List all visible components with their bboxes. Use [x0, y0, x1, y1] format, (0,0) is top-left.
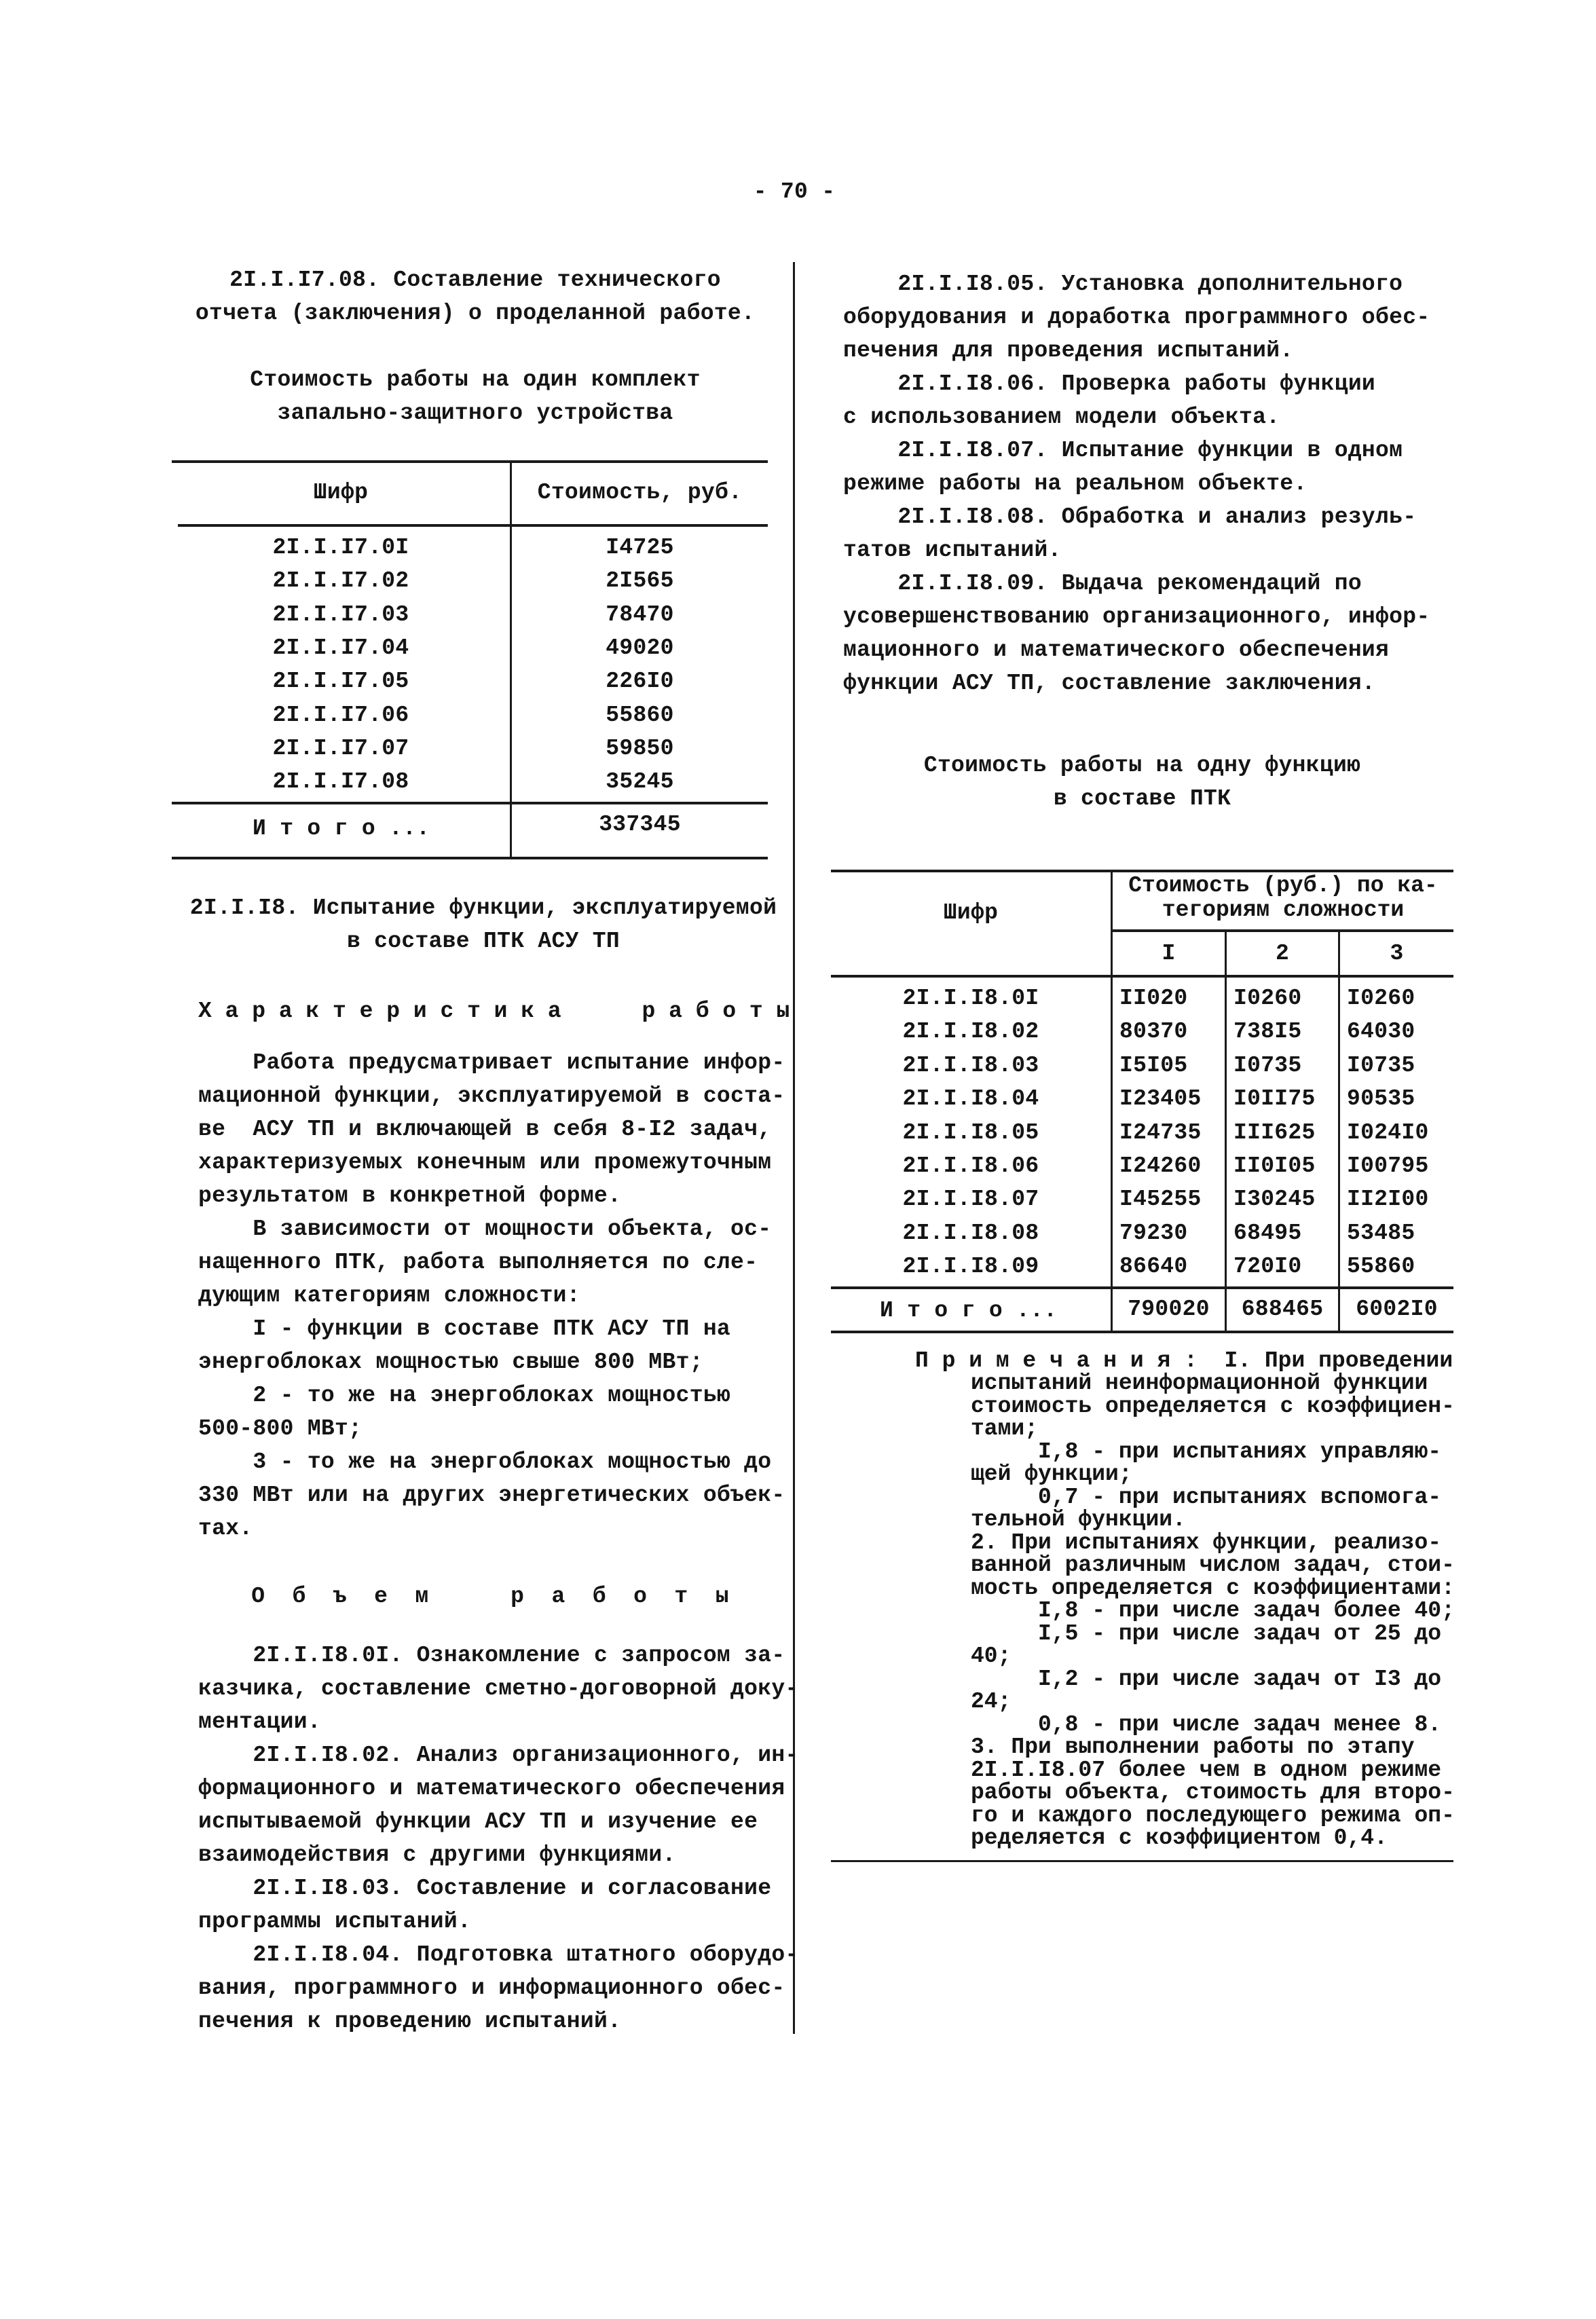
table2-cell-cat-2: 738I5 [1233, 1019, 1302, 1045]
table2-cell-cat-1: I45255 [1119, 1187, 1202, 1212]
table1-header-cost: Стоимость, руб. [537, 480, 743, 505]
table2-cell-cat-1: 79230 [1119, 1220, 1188, 1246]
table1-caption: Стоимость работы на один комплект запально-защитного устройства [250, 367, 701, 426]
table1-header-code: Шифр [313, 480, 369, 505]
table1-cell-code: 2I.I.I7.0I [272, 535, 409, 560]
table2-cell-cat-2: I0II75 [1233, 1086, 1316, 1112]
table2-cell-cat-3: I0735 [1347, 1052, 1415, 1078]
table2-cell-cat-1: II020 [1119, 986, 1188, 1011]
table2-header-group: Стоимость (руб.) по ка- тегориям сложности [1128, 873, 1438, 923]
table2-total-3: 6002I0 [1356, 1297, 1438, 1322]
table2-cell-code: 2I.I.I8.09 [902, 1254, 1039, 1280]
table1-cell-cost: 226I0 [606, 669, 674, 694]
table2-category-1: I [1162, 941, 1176, 966]
volume-title-text: О б ъ е м р а б о т ы [251, 1584, 729, 1609]
table2-cell-cat-3: I0260 [1347, 986, 1415, 1011]
stages-text: 2I.I.I8.05. Установка дополнительного оборудования и доработка программного обес- печения для проведения испытаний. 2I.I.I8.06. Проверка работы функции с использованием модели объекта. 2I.I.I8.07. Испытание функции в одном режиме работы на реальном объекте. 2I.I.I8.08. Обработка и анализ резуль- татов испытаний. 2I.I.I8.09. Выдача рекомендаций по усовершенствованию организационного, инфор- мационного и математического обеспечения функции АСУ ТП, составление заключения. [843, 272, 1430, 696]
page-number: - 70 - [753, 179, 836, 204]
table1-cell-code: 2I.I.I7.08 [272, 769, 409, 795]
table2-cell-code: 2I.I.I8.03 [902, 1052, 1039, 1078]
table2-caption: Стоимость работы на одну функцию в составе ПТК [923, 753, 1361, 811]
table1-row [172, 531, 768, 564]
table2-total-rule [831, 1286, 1453, 1289]
table2-row [831, 1217, 1453, 1250]
table2-cell-cat-2: 68495 [1233, 1220, 1302, 1246]
table2-bottom-rule [831, 1331, 1453, 1333]
table1-cell-code: 2I.I.I7.05 [272, 669, 409, 694]
table2-cell-code: 2I.I.I8.04 [902, 1086, 1039, 1112]
table2-cell-cat-2: I30245 [1233, 1187, 1316, 1212]
section-heading-18: 2I.I.I8. Испытание функции, эксплуатируемой в составе ПТК АСУ ТП [189, 895, 777, 954]
table1-row [172, 699, 768, 732]
table2-row [831, 1049, 1453, 1082]
table1-header-rule [178, 524, 768, 527]
table1-cell-cost: 59850 [606, 735, 674, 761]
table2-cell-cat-2: 720I0 [1233, 1254, 1302, 1280]
table2-cell-cat-1: I24735 [1119, 1119, 1202, 1145]
table1-row [172, 765, 768, 798]
table2-cell-cat-3: 64030 [1347, 1019, 1415, 1045]
table2-header-code: Шифр [943, 900, 999, 925]
table2-total-1: 790020 [1128, 1297, 1210, 1322]
table2-cell-code: 2I.I.I8.07 [902, 1187, 1039, 1212]
table1-total-label: И т о г о ... [253, 816, 430, 841]
table1-cell-cost: 78470 [606, 601, 674, 627]
table1-cell-cost: I4725 [606, 535, 674, 560]
table2-cell-code: 2I.I.I8.02 [902, 1019, 1039, 1045]
table1-row [172, 665, 768, 698]
table2-cell-cat-3: 90535 [1347, 1086, 1415, 1112]
table2-cell-cat-3: I024I0 [1347, 1119, 1429, 1145]
table2-row [831, 1116, 1453, 1149]
table2-cell-code: 2I.I.I8.06 [902, 1153, 1039, 1179]
table1-cell-cost: 2I565 [606, 568, 674, 594]
table2-category-2: 2 [1275, 941, 1290, 966]
table2-row [831, 1183, 1453, 1216]
table2-cell-cat-3: 55860 [1347, 1254, 1415, 1280]
table2-header-rule [831, 975, 1453, 978]
table1-row [172, 564, 768, 597]
table2-row [831, 1149, 1453, 1183]
table1-row [172, 631, 768, 665]
table2-cell-cat-1: 80370 [1119, 1019, 1188, 1045]
table1-total-value: 337345 [599, 812, 681, 837]
characteristic-title [198, 995, 790, 1028]
table1-cell-cost: 55860 [606, 702, 674, 728]
table2-total-2: 688465 [1241, 1297, 1324, 1322]
table2-cell-cat-1: I5I05 [1119, 1052, 1188, 1078]
table2-group-rule [1111, 929, 1453, 932]
table2-cell-cat-3: II2I00 [1347, 1187, 1429, 1212]
section-heading-1708: 2I.I.I7.08. Составление технического отчета (заключения) о проделанной работе. [195, 267, 756, 326]
table2-cell-cat-3: 53485 [1347, 1220, 1415, 1246]
notes-first-line: П р и м е ч а н и я : I. При проведении [915, 1348, 1453, 1373]
table2-cell-code: 2I.I.I8.0I [902, 986, 1039, 1011]
table1-cell-code: 2I.I.I7.04 [272, 635, 409, 661]
notes-body: испытаний неинформационной функции стоимость определяется с коэффициен- тами; I,8 - при испытаниях управляю- щей функции; 0,7 - при испытаниях вспомога- тельной функции. 2. При испытаниях функции, реализо- ванной различным числом задач, стои- мость определяется с коэффициентами: I,8 - при числе задач более 40; I,5 - при числе задач от 25 до 40; I,2 - при числе задач от I3 до 24; 0,8 - при числе задач менее 8. 3. При выполнении работы по этапу 2I.I.I8.07 более чем в одном режиме работы объекта, стоимость для второ- го и каждого последующего режима оп- ределяется с коэффициентом 0,4. [971, 1371, 1455, 1851]
notes-bottom-rule [831, 1860, 1453, 1862]
table2-cell-cat-3: I00795 [1347, 1153, 1429, 1179]
table1-bottom-rule [172, 857, 768, 859]
table2-cell-cat-2: I0735 [1233, 1052, 1302, 1078]
table1-top-rule [172, 460, 768, 463]
table2-category-3: 3 [1390, 941, 1404, 966]
table2-total-label: И т о г о ... [880, 1298, 1058, 1323]
table1-total-rule [172, 802, 768, 804]
characteristic-text: Работа предусматривает испытание инфор- мационной функции, эксплуатируемой в соста- ве АСУ ТП и включающей в себя 8-I2 задач, характеризуемых конечным или промежуточным результатом в конкретной форме. В зависимости от мощности объекта, ос- нащенного ПТК, работа выполняется по сле- дующим категориям сложности: I - функции в составе ПТК АСУ ТП на энергоблоках мощностью свыше 800 МВт; 2 - то же на энергоблоках мощностью 500-800 МВт; 3 - то же на энергоблоках мощностью до 330 МВт или на других энергетических объек- тах. [198, 1050, 785, 1541]
table2-cell-code: 2I.I.I8.08 [902, 1220, 1039, 1246]
table1-row [172, 732, 768, 765]
table1-row [172, 598, 768, 631]
table2-cell-cat-2: III625 [1233, 1119, 1316, 1145]
table2-row [831, 1015, 1453, 1048]
table2-cell-cat-2: I0260 [1233, 986, 1302, 1011]
table2-row [831, 1250, 1453, 1283]
table1-cell-cost: 49020 [606, 635, 674, 661]
table1-cell-cost: 35245 [606, 769, 674, 795]
characteristic-title-text: Х а р а к т е р и с т и к а р а б о т ы [198, 999, 790, 1024]
table2-cell-cat-2: II0I05 [1233, 1153, 1316, 1179]
table2-cell-cat-1: I24260 [1119, 1153, 1202, 1179]
table1-cell-code: 2I.I.I7.07 [272, 735, 409, 761]
table2-row [831, 1082, 1453, 1115]
volume-text: 2I.I.I8.0I. Ознакомление с запросом за- казчика, составление сметно-договорной доку- ментации. 2I.I.I8.02. Анализ организационного, ин- формационного и математического обеспечения испытываемой функции АСУ ТП и изучение ее взаимодействия с другими функциями. 2I.I.I8.03. Составление и согласование программы испытаний. 2I.I.I8.04. Подготовка штатного оборудо- вания, программного и информационного обес- печения к проведению испытаний. [198, 1643, 799, 2034]
table2-cell-cat-1: I23405 [1119, 1086, 1202, 1112]
volume-title [198, 1580, 782, 1613]
table2-cell-cat-1: 86640 [1119, 1254, 1188, 1280]
table2-top-rule [831, 870, 1453, 872]
table1-cell-code: 2I.I.I7.06 [272, 702, 409, 728]
table1-cell-code: 2I.I.I7.02 [272, 568, 409, 594]
table2-cell-code: 2I.I.I8.05 [902, 1119, 1039, 1145]
table1-cell-code: 2I.I.I7.03 [272, 601, 409, 627]
table2-row [831, 982, 1453, 1015]
